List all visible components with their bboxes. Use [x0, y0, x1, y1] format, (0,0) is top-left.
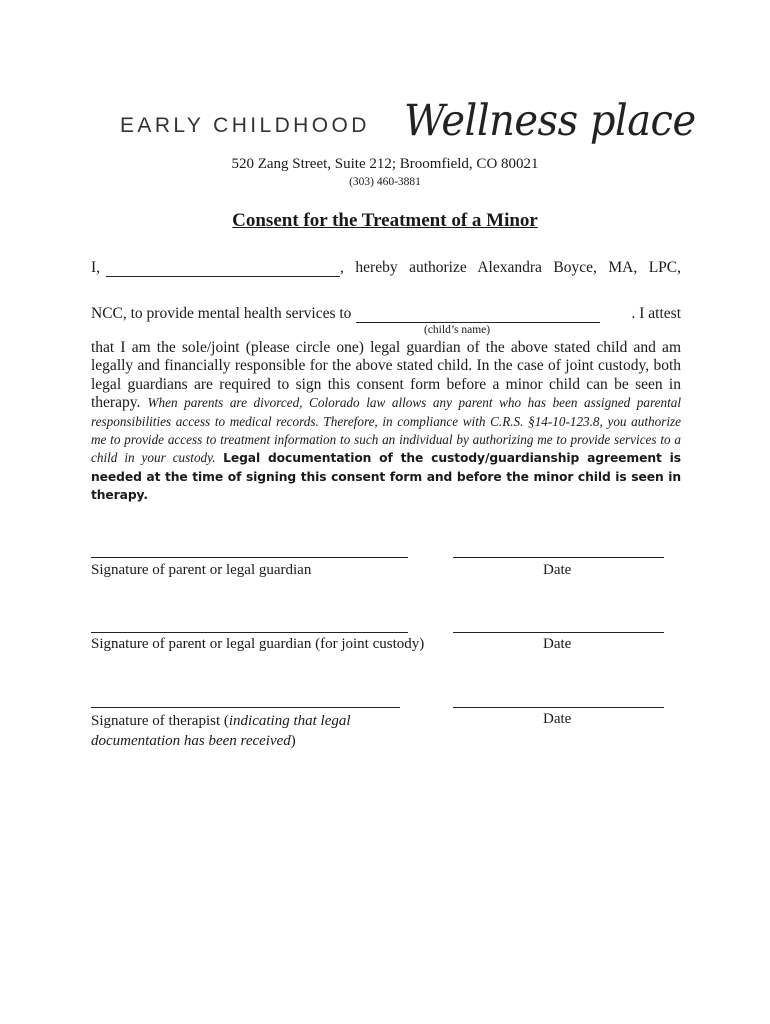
- therapist-label-close: ): [290, 733, 296, 749]
- therapist-label-text: Signature of therapist (: [91, 713, 229, 729]
- therapist-signature-label: [91, 711, 391, 751]
- parent-date-line[interactable]: [453, 557, 664, 558]
- authorization-line-2: [91, 305, 681, 323]
- joint-date-label: Date: [543, 636, 572, 652]
- child-name-label: (child’s name): [424, 324, 491, 336]
- therapist-date-line[interactable]: [453, 707, 664, 708]
- joint-signature-line[interactable]: [91, 632, 408, 633]
- therapist-date-label: Date: [543, 711, 572, 727]
- authorization-suffix: , hereby authorize Alexandra Boyce, MA, LPC,: [340, 259, 681, 276]
- therapist-label-italic: indicating that legal documentation has been received: [91, 713, 351, 749]
- phone-number: (303) 460-3881: [349, 176, 421, 188]
- authorization-line2-suffix: . I attest: [631, 305, 681, 322]
- parent-date-label: Date: [543, 562, 572, 578]
- authorization-prefix: I,: [91, 259, 101, 276]
- therapist-signature-line[interactable]: [91, 707, 400, 708]
- joint-date-line[interactable]: [453, 632, 664, 633]
- joint-signature-label: Signature of parent or legal guardian (for joint custody): [91, 636, 425, 652]
- consent-body: [91, 339, 681, 505]
- consent-body-italic: When parents are divorced, Colorado law allows any parent who has been assigned parental responsibilities access to medical records. Therefore, in compliance with C.R.S. §14-10-123.8, you authorize me to provide access to treatment information to such an individual by authorizing me to provide services to a child in your custody.: [91, 395, 682, 466]
- child-name-field[interactable]: [356, 306, 600, 323]
- authorization-line-1: [91, 259, 681, 277]
- logo-text-wellness-place: Wellness place: [404, 96, 696, 146]
- address: 520 Zang Street, Suite 212; Broomfield, CO 80021: [231, 156, 539, 172]
- authorization-line2-prefix: NCC, to provide mental health services to: [91, 305, 352, 322]
- parent-signature-line[interactable]: [91, 557, 408, 558]
- guardian-name-field[interactable]: [106, 260, 340, 277]
- consent-body-bold: Legal documentation of the custody/guardianship agreement is needed at the time of signing this consent form and before the minor child is seen in therapy.: [91, 451, 681, 503]
- logo-text-early-childhood: EARLY CHILDHOOD: [120, 114, 370, 137]
- consent-body-text: that I am the sole/joint (please circle one) legal guardian of the above stated child and am legally and financially responsible for the above stated child. In the case of joint custody, both legal guardians are required to sign this consent form before a minor child can be seen in therapy.: [91, 339, 681, 412]
- parent-signature-label: Signature of parent or legal guardian: [91, 562, 312, 578]
- page-title: Consent for the Treatment of a Minor: [232, 210, 538, 231]
- logo: [0, 98, 770, 158]
